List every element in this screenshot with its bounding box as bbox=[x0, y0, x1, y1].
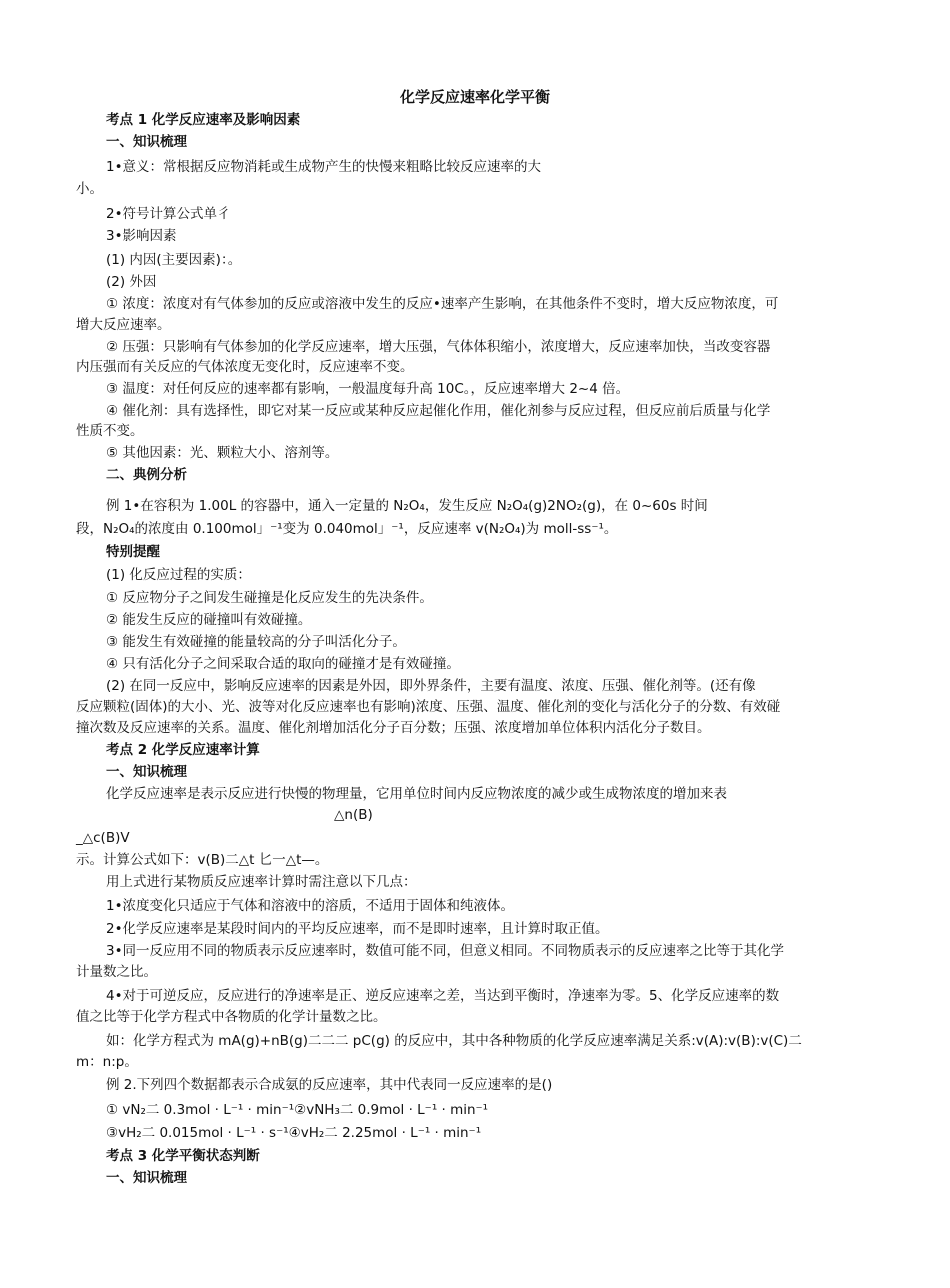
paragraph-line: (1) 内因(主要因素)：。 bbox=[106, 252, 242, 268]
subsection-heading: 一、知识梳理 bbox=[106, 134, 187, 150]
paragraph-line: 用上式进行某物质反应速率计算时需注意以下几点： bbox=[106, 874, 417, 890]
paragraph-line: ② 能发生反应的碰撞叫有效碰撞。 bbox=[106, 612, 312, 628]
option-line: ③vH₂二 0.015mol · L⁻¹ · s⁻¹④vH₂二 2.25mol · L⁻¹ · min⁻¹ bbox=[106, 1125, 482, 1141]
formula-fraction-numerator: △n(B) bbox=[334, 807, 373, 823]
paragraph-line: 例 2.下列四个数据都表示合成氨的反应速率，其中代表同一反应速率的是() bbox=[106, 1077, 553, 1093]
paragraph-line: ④ 只有活化分子之间采取合适的取向的碰撞才是有效碰撞。 bbox=[106, 656, 460, 672]
paragraph-line: 例 1•在容积为 1.00L 的容器中，通入一定量的 N₂O₄，发生反应 N₂O₄(g)2NO₂(g)，在 0~60s 时间 bbox=[106, 498, 708, 514]
paragraph-line: 小。 bbox=[76, 181, 103, 197]
paragraph-line: 2•化学反应速率是某段时间内的平均反应速率，而不是即时速率，且计算时取正值。 bbox=[106, 921, 609, 937]
formula-line: 示。计算公式如下：v(B)二△t 匕一△t—。 bbox=[76, 852, 329, 868]
paragraph-line: 4•对于可逆反应，反应进行的净速率是正、逆反应速率之差，当达到平衡时，净速率为零。5、化学反应速率的数 bbox=[106, 988, 780, 1004]
paragraph-line: 段，N₂O₄的浓度由 0.100mol」⁻¹变为 0.040mol」⁻¹，反应速率 v(N₂O₄)为 moll-ss⁻¹。 bbox=[76, 521, 618, 537]
section-heading: 考点 1 化学反应速率及影响因素 bbox=[106, 112, 301, 128]
section-heading: 考点 3 化学平衡状态判断 bbox=[106, 1148, 260, 1164]
subsection-heading: 一、知识梳理 bbox=[106, 764, 187, 780]
subsection-heading: 二、典例分析 bbox=[106, 467, 187, 483]
paragraph-line: ② 压强：只影响有气体参加的化学反应速率，增大压强，气体体积缩小，浓度增大，反应速率加快，当改变容器 bbox=[106, 339, 771, 355]
paragraph-line: 内压强而有关反应的气体浓度无变化时，反应速率不变。 bbox=[76, 359, 414, 375]
paragraph-line: ③ 温度：对任何反应的速率都有影响，一般温度每升高 10C。，反应速率增大 2~4 倍。 bbox=[106, 381, 630, 397]
paragraph-line: 1•浓度变化只适应于气体和溶液中的溶质，不适用于固体和纯液体。 bbox=[106, 898, 515, 914]
paragraph-line: 1•意义：常根据反应物消耗或生成物产生的快慢来粗略比较反应速率的大 bbox=[106, 159, 542, 175]
paragraph-line: ③ 能发生有效碰撞的能量较高的分子叫活化分子。 bbox=[106, 634, 406, 650]
paragraph-line: 反应颗粒(固体)的大小、光、波等对化反应速率也有影响)浓度、压强、温度、催化剂的变化与活化分子的分数、有效碰 bbox=[76, 699, 781, 715]
paragraph-line: 性质不变。 bbox=[76, 423, 144, 439]
paragraph-line: ⑤ 其他因素：光、颗粒大小、溶剂等。 bbox=[106, 445, 339, 461]
paragraph-line: 3•同一反应用不同的物质表示反应速率时，数值可能不同，但意义相同。不同物质表示的反应速率之比等于其化学 bbox=[106, 943, 785, 959]
paragraph-line: (2) 外因 bbox=[106, 274, 157, 290]
paragraph-line: 撞次数及反应速率的关系。温度、催化剂增加活化分子百分数；压强、浓度增加单位体积内活化分子数目。 bbox=[76, 720, 711, 736]
paragraph-line: 化学反应速率是表示反应进行快慢的物理量，它用单位时间内反应物浓度的减少或生成物浓度的增加来表 bbox=[106, 786, 727, 802]
option-line: ① vN₂二 0.3mol · L⁻¹ · min⁻¹②vNH₃二 0.9mol · L⁻¹ · min⁻¹ bbox=[106, 1102, 489, 1118]
formula-line: _△c(B)V bbox=[76, 830, 130, 846]
page-title: 化学反应速率化学平衡 bbox=[399, 88, 550, 106]
paragraph-line: 增大反应速率。 bbox=[76, 317, 171, 333]
paragraph-line: ① 反应物分子之间发生碰撞是化反应发生的先决条件。 bbox=[106, 590, 433, 606]
note-heading: 特别提醒 bbox=[106, 544, 160, 560]
paragraph-line: 计量数之比。 bbox=[76, 964, 157, 980]
paragraph-line: 2•符号计算公式单彳 bbox=[106, 206, 231, 222]
paragraph-line: m：n:p。 bbox=[76, 1054, 138, 1070]
paragraph-line: 值之比等于化学方程式中各物质的化学计量数之比。 bbox=[76, 1009, 387, 1025]
section-heading: 考点 2 化学反应速率计算 bbox=[106, 742, 260, 758]
paragraph-line: ① 浓度：浓度对有气体参加的反应或溶液中发生的反应•速率产生影响，在其他条件不变时，增大反应物浓度，可 bbox=[106, 296, 779, 312]
paragraph-line: ④ 催化剂：具有选择性，即它对某一反应或某种反应起催化作用，催化剂参与反应过程，但反应前后质量与化学 bbox=[106, 403, 771, 419]
subsection-heading: 一、知识梳理 bbox=[106, 1170, 187, 1186]
paragraph-line: 如：化学方程式为 mA(g)+nB(g)二二二 pC(g) 的反应中，其中各种物质的化学反应速率满足关系:v(A):v(B):v(C)二 bbox=[106, 1033, 802, 1049]
paragraph-line: 3•影响因素 bbox=[106, 228, 177, 244]
paragraph-line: (1) 化反应过程的实质： bbox=[106, 567, 251, 583]
paragraph-line: (2) 在同一反应中，影响反应速率的因素是外因，即外界条件，主要有温度、浓度、压强、催化剂等。(还有像 bbox=[106, 678, 756, 694]
